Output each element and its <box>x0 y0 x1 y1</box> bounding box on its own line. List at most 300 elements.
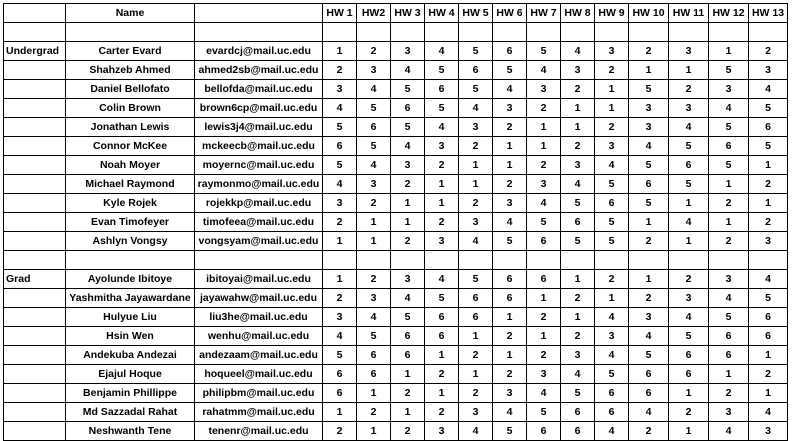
student-email-cell[interactable]: rahatmm@mail.uc.edu <box>195 403 323 422</box>
empty-cell[interactable] <box>561 251 595 270</box>
student-email-cell[interactable]: wenhu@mail.uc.edu <box>195 327 323 346</box>
score-cell[interactable]: 5 <box>527 403 561 422</box>
group-label-cell[interactable] <box>4 327 66 346</box>
score-cell[interactable]: 3 <box>459 213 493 232</box>
score-cell[interactable]: 4 <box>323 327 357 346</box>
score-cell[interactable]: 1 <box>629 61 669 80</box>
score-cell[interactable]: 2 <box>709 232 749 251</box>
score-cell[interactable]: 4 <box>357 80 391 99</box>
score-cell[interactable]: 5 <box>749 99 788 118</box>
score-cell[interactable]: 5 <box>425 99 459 118</box>
score-cell[interactable]: 5 <box>669 327 709 346</box>
score-cell[interactable]: 6 <box>493 270 527 289</box>
score-cell[interactable]: 4 <box>459 232 493 251</box>
score-cell[interactable]: 3 <box>709 80 749 99</box>
score-cell[interactable]: 2 <box>561 289 595 308</box>
empty-cell[interactable] <box>561 23 595 42</box>
header-hw-cell[interactable]: HW 7 <box>527 4 561 23</box>
score-cell[interactable]: 1 <box>323 42 357 61</box>
score-cell[interactable]: 1 <box>493 137 527 156</box>
header-hw-cell[interactable]: HW 3 <box>391 4 425 23</box>
score-cell[interactable]: 1 <box>669 422 709 441</box>
score-cell[interactable]: 1 <box>323 403 357 422</box>
score-cell[interactable]: 2 <box>323 422 357 441</box>
score-cell[interactable]: 3 <box>391 156 425 175</box>
empty-cell[interactable] <box>527 23 561 42</box>
score-cell[interactable]: 3 <box>425 232 459 251</box>
score-cell[interactable]: 4 <box>595 346 629 365</box>
score-cell[interactable]: 1 <box>459 365 493 384</box>
score-cell[interactable]: 6 <box>709 346 749 365</box>
group-label-cell[interactable] <box>4 213 66 232</box>
score-cell[interactable]: 2 <box>357 194 391 213</box>
student-name-cell[interactable]: Hulyue Liu <box>66 308 195 327</box>
score-cell[interactable]: 4 <box>459 99 493 118</box>
score-cell[interactable]: 3 <box>493 99 527 118</box>
group-label-cell[interactable] <box>4 80 66 99</box>
score-cell[interactable]: 3 <box>669 42 709 61</box>
score-cell[interactable]: 3 <box>629 308 669 327</box>
score-cell[interactable]: 4 <box>357 156 391 175</box>
score-cell[interactable]: 4 <box>709 289 749 308</box>
score-cell[interactable]: 4 <box>493 80 527 99</box>
score-cell[interactable]: 3 <box>595 327 629 346</box>
score-cell[interactable]: 2 <box>527 99 561 118</box>
score-cell[interactable]: 3 <box>595 137 629 156</box>
score-cell[interactable]: 4 <box>561 175 595 194</box>
score-cell[interactable]: 1 <box>669 61 709 80</box>
score-cell[interactable]: 2 <box>749 365 788 384</box>
student-email-cell[interactable]: rojekkp@mail.uc.edu <box>195 194 323 213</box>
score-cell[interactable]: 1 <box>669 232 709 251</box>
score-cell[interactable]: 1 <box>709 175 749 194</box>
score-cell[interactable]: 1 <box>527 118 561 137</box>
score-cell[interactable]: 3 <box>391 270 425 289</box>
empty-cell[interactable] <box>595 23 629 42</box>
score-cell[interactable]: 4 <box>709 422 749 441</box>
score-cell[interactable]: 1 <box>391 213 425 232</box>
header-hw-cell[interactable]: HW 9 <box>595 4 629 23</box>
student-email-cell[interactable]: hoqueel@mail.uc.edu <box>195 365 323 384</box>
score-cell[interactable]: 3 <box>749 422 788 441</box>
score-cell[interactable]: 2 <box>561 327 595 346</box>
score-cell[interactable]: 6 <box>425 308 459 327</box>
score-cell[interactable]: 1 <box>459 156 493 175</box>
score-cell[interactable]: 3 <box>669 289 709 308</box>
score-cell[interactable]: 5 <box>595 175 629 194</box>
score-cell[interactable]: 2 <box>629 232 669 251</box>
empty-cell[interactable] <box>357 251 391 270</box>
score-cell[interactable]: 1 <box>391 194 425 213</box>
score-cell[interactable]: 6 <box>391 99 425 118</box>
score-cell[interactable]: 5 <box>709 156 749 175</box>
score-cell[interactable]: 1 <box>527 289 561 308</box>
score-cell[interactable]: 3 <box>709 270 749 289</box>
score-cell[interactable]: 5 <box>561 232 595 251</box>
empty-cell[interactable] <box>709 23 749 42</box>
score-cell[interactable]: 1 <box>459 327 493 346</box>
score-cell[interactable]: 2 <box>527 156 561 175</box>
score-cell[interactable]: 6 <box>357 346 391 365</box>
empty-cell[interactable] <box>425 23 459 42</box>
score-cell[interactable]: 3 <box>595 42 629 61</box>
score-cell[interactable]: 4 <box>595 422 629 441</box>
score-cell[interactable]: 6 <box>595 384 629 403</box>
score-cell[interactable]: 1 <box>493 346 527 365</box>
score-cell[interactable]: 2 <box>493 175 527 194</box>
score-cell[interactable]: 6 <box>425 80 459 99</box>
score-cell[interactable]: 1 <box>669 194 709 213</box>
score-cell[interactable]: 1 <box>425 175 459 194</box>
score-cell[interactable]: 1 <box>629 270 669 289</box>
score-cell[interactable]: 4 <box>459 422 493 441</box>
student-name-cell[interactable]: Carter Evard <box>66 42 195 61</box>
score-cell[interactable]: 4 <box>749 80 788 99</box>
score-cell[interactable]: 4 <box>629 137 669 156</box>
score-cell[interactable]: 5 <box>709 61 749 80</box>
score-cell[interactable]: 1 <box>357 213 391 232</box>
score-cell[interactable]: 5 <box>749 137 788 156</box>
score-cell[interactable]: 5 <box>493 422 527 441</box>
student-name-cell[interactable]: Kyle Rojek <box>66 194 195 213</box>
score-cell[interactable]: 1 <box>357 384 391 403</box>
score-cell[interactable]: 2 <box>629 422 669 441</box>
score-cell[interactable]: 4 <box>527 61 561 80</box>
score-cell[interactable]: 5 <box>527 42 561 61</box>
empty-cell[interactable] <box>391 23 425 42</box>
student-name-cell[interactable]: Hsin Wen <box>66 327 195 346</box>
student-name-cell[interactable]: Colin Brown <box>66 99 195 118</box>
score-cell[interactable]: 6 <box>527 232 561 251</box>
score-cell[interactable]: 2 <box>323 213 357 232</box>
empty-cell[interactable] <box>709 251 749 270</box>
score-cell[interactable]: 2 <box>323 61 357 80</box>
empty-cell[interactable] <box>669 23 709 42</box>
score-cell[interactable]: 6 <box>391 327 425 346</box>
score-cell[interactable]: 4 <box>493 403 527 422</box>
student-email-cell[interactable]: ibitoyai@mail.uc.edu <box>195 270 323 289</box>
score-cell[interactable]: 5 <box>527 213 561 232</box>
score-cell[interactable]: 2 <box>595 270 629 289</box>
score-cell[interactable]: 2 <box>629 289 669 308</box>
student-email-cell[interactable]: moyernc@mail.uc.edu <box>195 156 323 175</box>
student-name-cell[interactable]: Ejajul Hoque <box>66 365 195 384</box>
student-name-cell[interactable]: Noah Moyer <box>66 156 195 175</box>
score-cell[interactable]: 3 <box>527 175 561 194</box>
score-cell[interactable]: 2 <box>425 403 459 422</box>
score-cell[interactable]: 4 <box>669 213 709 232</box>
header-group-cell[interactable] <box>4 4 66 23</box>
score-cell[interactable]: 5 <box>669 137 709 156</box>
score-cell[interactable]: 2 <box>425 213 459 232</box>
empty-cell[interactable] <box>195 251 323 270</box>
score-cell[interactable]: 3 <box>749 232 788 251</box>
score-cell[interactable]: 2 <box>357 42 391 61</box>
score-cell[interactable]: 5 <box>391 118 425 137</box>
group-label-cell[interactable] <box>4 156 66 175</box>
score-cell[interactable]: 1 <box>391 403 425 422</box>
score-cell[interactable]: 4 <box>629 327 669 346</box>
score-cell[interactable]: 5 <box>493 232 527 251</box>
empty-cell[interactable] <box>749 23 788 42</box>
score-cell[interactable]: 5 <box>391 80 425 99</box>
score-cell[interactable]: 5 <box>323 346 357 365</box>
score-cell[interactable]: 1 <box>425 346 459 365</box>
header-hw-cell[interactable]: HW 10 <box>629 4 669 23</box>
empty-cell[interactable] <box>391 251 425 270</box>
group-label-cell[interactable] <box>4 365 66 384</box>
score-cell[interactable]: 2 <box>595 61 629 80</box>
score-cell[interactable]: 2 <box>493 118 527 137</box>
score-cell[interactable]: 5 <box>493 61 527 80</box>
score-cell[interactable]: 5 <box>425 289 459 308</box>
score-cell[interactable]: 4 <box>391 289 425 308</box>
score-cell[interactable]: 6 <box>459 61 493 80</box>
score-cell[interactable]: 6 <box>357 118 391 137</box>
score-cell[interactable]: 2 <box>749 213 788 232</box>
student-email-cell[interactable]: bellofda@mail.uc.edu <box>195 80 323 99</box>
score-cell[interactable]: 4 <box>749 403 788 422</box>
score-cell[interactable]: 2 <box>561 137 595 156</box>
group-label-cell[interactable] <box>4 175 66 194</box>
score-cell[interactable]: 3 <box>357 289 391 308</box>
score-cell[interactable]: 5 <box>459 270 493 289</box>
score-cell[interactable]: 3 <box>561 61 595 80</box>
score-cell[interactable]: 4 <box>561 42 595 61</box>
score-cell[interactable]: 4 <box>323 175 357 194</box>
score-cell[interactable]: 6 <box>323 365 357 384</box>
empty-cell[interactable] <box>595 251 629 270</box>
score-cell[interactable]: 3 <box>425 422 459 441</box>
empty-cell[interactable] <box>66 23 195 42</box>
group-label-cell[interactable] <box>4 422 66 441</box>
score-cell[interactable]: 6 <box>709 137 749 156</box>
empty-cell[interactable] <box>669 251 709 270</box>
score-cell[interactable]: 2 <box>459 384 493 403</box>
score-cell[interactable]: 1 <box>561 99 595 118</box>
score-cell[interactable]: 3 <box>629 99 669 118</box>
score-cell[interactable]: 6 <box>595 194 629 213</box>
score-cell[interactable]: 6 <box>595 403 629 422</box>
score-cell[interactable]: 6 <box>561 422 595 441</box>
group-label-cell[interactable] <box>4 308 66 327</box>
score-cell[interactable]: 6 <box>669 365 709 384</box>
header-hw-cell[interactable]: HW 5 <box>459 4 493 23</box>
score-cell[interactable]: 3 <box>323 194 357 213</box>
score-cell[interactable]: 4 <box>391 137 425 156</box>
empty-cell[interactable] <box>459 23 493 42</box>
score-cell[interactable]: 6 <box>669 156 709 175</box>
score-cell[interactable]: 3 <box>323 308 357 327</box>
header-hw-cell[interactable]: HW 4 <box>425 4 459 23</box>
score-cell[interactable]: 5 <box>629 346 669 365</box>
score-cell[interactable]: 2 <box>749 42 788 61</box>
empty-cell[interactable] <box>4 251 66 270</box>
score-cell[interactable]: 1 <box>709 42 749 61</box>
student-email-cell[interactable]: mckeecb@mail.uc.edu <box>195 137 323 156</box>
score-cell[interactable]: 5 <box>629 194 669 213</box>
empty-cell[interactable] <box>323 251 357 270</box>
score-cell[interactable]: 3 <box>357 175 391 194</box>
score-cell[interactable]: 2 <box>709 194 749 213</box>
score-cell[interactable]: 2 <box>527 346 561 365</box>
student-email-cell[interactable]: liu3he@mail.uc.edu <box>195 308 323 327</box>
score-cell[interactable]: 5 <box>709 308 749 327</box>
score-cell[interactable]: 6 <box>357 365 391 384</box>
header-hw-cell[interactable]: HW 1 <box>323 4 357 23</box>
score-cell[interactable]: 3 <box>669 99 709 118</box>
score-cell[interactable]: 5 <box>391 308 425 327</box>
header-hw-cell[interactable]: HW 11 <box>669 4 709 23</box>
score-cell[interactable]: 2 <box>493 327 527 346</box>
empty-cell[interactable] <box>629 251 669 270</box>
score-cell[interactable]: 1 <box>709 213 749 232</box>
score-cell[interactable]: 6 <box>527 270 561 289</box>
student-email-cell[interactable]: evardcj@mail.uc.edu <box>195 42 323 61</box>
score-cell[interactable]: 1 <box>357 232 391 251</box>
header-hw-cell[interactable]: HW 8 <box>561 4 595 23</box>
score-cell[interactable]: 1 <box>527 327 561 346</box>
score-cell[interactable]: 2 <box>425 365 459 384</box>
score-cell[interactable]: 1 <box>561 308 595 327</box>
score-cell[interactable]: 1 <box>595 80 629 99</box>
score-cell[interactable]: 5 <box>323 118 357 137</box>
score-cell[interactable]: 2 <box>709 384 749 403</box>
student-name-cell[interactable]: Neshwanth Tene <box>66 422 195 441</box>
score-cell[interactable]: 2 <box>527 308 561 327</box>
score-cell[interactable]: 5 <box>595 213 629 232</box>
score-cell[interactable]: 3 <box>459 118 493 137</box>
score-cell[interactable]: 2 <box>669 403 709 422</box>
score-cell[interactable]: 5 <box>595 365 629 384</box>
score-cell[interactable]: 2 <box>425 156 459 175</box>
score-cell[interactable]: 2 <box>595 118 629 137</box>
score-cell[interactable]: 1 <box>669 384 709 403</box>
score-cell[interactable]: 4 <box>391 61 425 80</box>
score-cell[interactable]: 6 <box>493 42 527 61</box>
score-cell[interactable]: 5 <box>629 156 669 175</box>
score-cell[interactable]: 6 <box>459 289 493 308</box>
score-cell[interactable]: 4 <box>669 308 709 327</box>
score-cell[interactable]: 6 <box>629 365 669 384</box>
student-name-cell[interactable]: Connor McKee <box>66 137 195 156</box>
student-email-cell[interactable]: vongsyam@mail.uc.edu <box>195 232 323 251</box>
score-cell[interactable]: 1 <box>425 384 459 403</box>
score-cell[interactable]: 1 <box>493 308 527 327</box>
score-cell[interactable]: 6 <box>323 384 357 403</box>
score-cell[interactable]: 3 <box>527 365 561 384</box>
empty-cell[interactable] <box>195 23 323 42</box>
score-cell[interactable]: 3 <box>561 156 595 175</box>
header-hw-cell[interactable]: HW 6 <box>493 4 527 23</box>
score-cell[interactable]: 5 <box>459 42 493 61</box>
score-cell[interactable]: 4 <box>323 99 357 118</box>
score-cell[interactable]: 4 <box>595 308 629 327</box>
student-email-cell[interactable]: jayawahw@mail.uc.edu <box>195 289 323 308</box>
group-label-cell[interactable] <box>4 289 66 308</box>
score-cell[interactable]: 4 <box>425 42 459 61</box>
score-cell[interactable]: 2 <box>749 175 788 194</box>
score-cell[interactable]: 2 <box>391 232 425 251</box>
student-name-cell[interactable]: Yashmitha Jayawardane <box>66 289 195 308</box>
score-cell[interactable]: 2 <box>391 422 425 441</box>
score-cell[interactable]: 2 <box>561 80 595 99</box>
score-cell[interactable]: 1 <box>459 175 493 194</box>
score-cell[interactable]: 6 <box>527 422 561 441</box>
score-cell[interactable]: 1 <box>527 137 561 156</box>
empty-cell[interactable] <box>66 251 195 270</box>
score-cell[interactable]: 4 <box>749 270 788 289</box>
student-email-cell[interactable]: andezaam@mail.uc.edu <box>195 346 323 365</box>
score-cell[interactable]: 6 <box>749 118 788 137</box>
header-hw-cell[interactable]: HW 13 <box>749 4 788 23</box>
student-name-cell[interactable]: Ayolunde Ibitoye <box>66 270 195 289</box>
student-name-cell[interactable]: Daniel Bellofato <box>66 80 195 99</box>
student-name-cell[interactable]: Michael Raymond <box>66 175 195 194</box>
header-email-cell[interactable] <box>195 4 323 23</box>
score-cell[interactable]: 3 <box>357 61 391 80</box>
score-cell[interactable]: 5 <box>669 175 709 194</box>
score-cell[interactable]: 1 <box>425 194 459 213</box>
score-cell[interactable]: 5 <box>425 61 459 80</box>
score-cell[interactable]: 1 <box>749 384 788 403</box>
score-cell[interactable]: 1 <box>323 232 357 251</box>
empty-cell[interactable] <box>459 251 493 270</box>
group-label-cell[interactable] <box>4 194 66 213</box>
score-cell[interactable]: 6 <box>669 346 709 365</box>
group-label-cell[interactable]: Undergrad <box>4 42 66 61</box>
group-label-cell[interactable] <box>4 137 66 156</box>
score-cell[interactable]: 3 <box>749 61 788 80</box>
score-cell[interactable]: 3 <box>629 118 669 137</box>
score-cell[interactable]: 4 <box>629 403 669 422</box>
score-cell[interactable]: 2 <box>669 80 709 99</box>
score-cell[interactable]: 2 <box>357 403 391 422</box>
score-cell[interactable]: 1 <box>749 156 788 175</box>
score-cell[interactable]: 3 <box>709 403 749 422</box>
header-name-cell[interactable]: Name <box>66 4 195 23</box>
student-email-cell[interactable]: timofeea@mail.uc.edu <box>195 213 323 232</box>
score-cell[interactable]: 6 <box>749 308 788 327</box>
group-label-cell[interactable] <box>4 384 66 403</box>
score-cell[interactable]: 3 <box>391 42 425 61</box>
score-cell[interactable]: 6 <box>629 384 669 403</box>
score-cell[interactable]: 2 <box>391 175 425 194</box>
score-cell[interactable]: 3 <box>493 194 527 213</box>
score-cell[interactable]: 2 <box>391 384 425 403</box>
score-cell[interactable]: 1 <box>595 99 629 118</box>
score-cell[interactable]: 6 <box>709 327 749 346</box>
student-email-cell[interactable]: raymonmo@mail.uc.edu <box>195 175 323 194</box>
score-cell[interactable]: 1 <box>391 365 425 384</box>
score-cell[interactable]: 2 <box>459 137 493 156</box>
empty-cell[interactable] <box>493 251 527 270</box>
score-cell[interactable]: 5 <box>357 137 391 156</box>
group-label-cell[interactable] <box>4 118 66 137</box>
empty-cell[interactable] <box>323 23 357 42</box>
score-cell[interactable]: 5 <box>323 156 357 175</box>
header-hw-cell[interactable]: HW2 <box>357 4 391 23</box>
score-cell[interactable]: 6 <box>459 308 493 327</box>
score-cell[interactable]: 2 <box>323 289 357 308</box>
score-cell[interactable]: 6 <box>561 403 595 422</box>
score-cell[interactable]: 1 <box>561 270 595 289</box>
student-name-cell[interactable]: Md Sazzadal Rahat <box>66 403 195 422</box>
score-cell[interactable]: 1 <box>323 270 357 289</box>
score-cell[interactable]: 5 <box>357 99 391 118</box>
score-cell[interactable]: 2 <box>629 42 669 61</box>
score-cell[interactable]: 1 <box>357 422 391 441</box>
